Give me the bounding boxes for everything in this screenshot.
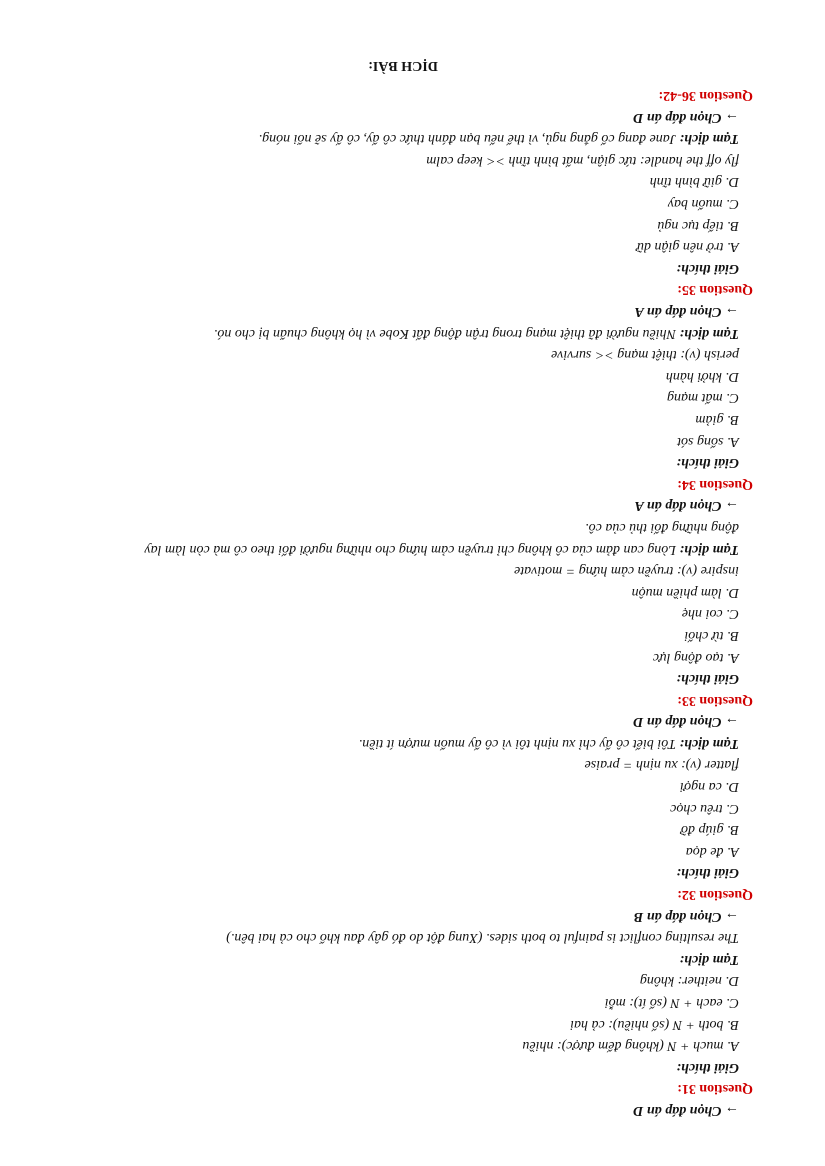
option: C. coi nhẹ [681,606,739,622]
translation-label: Tạm dịch: [679,541,739,557]
option: B. giảm [695,412,739,427]
question-heading: Question 32: [677,887,753,903]
vocab-note: fly off the handle: tức giận, mất bình tĩnh >< keep calm [426,152,739,168]
translation-label: Tạm dịch: [679,951,739,967]
option: A. trở nên giận dữ [636,239,739,255]
question-heading: Question 36-42: [658,88,753,104]
option: D. giữ bình tĩnh [649,174,739,190]
translation-text: The resulting conflict is painful to both sides. (Xung đột do đó gây đau khổ cho cả hai bên.) [226,930,739,946]
option: C. muốn bay [667,196,739,212]
option: A. much + N (không đếm được): nhiều [522,1038,739,1054]
translation-label: Tạm dịch: [679,735,739,751]
translation-row [53,128,753,150]
translation-row [53,322,753,344]
translation-text: Lòng can đảm của cô không chỉ truyền cảm hứng cho những người đối theo cô mà còn làm lay [144,541,676,557]
explain-label: Giải thích: [676,671,739,687]
option: B. both + N (số nhiều): cả hai [570,1016,739,1032]
translation-row [53,538,753,560]
explain-label: Giải thích: [676,1059,739,1075]
explain-label: Giải thích: [676,865,739,881]
option: C. mất mạng [667,390,739,406]
option: A. đe dọa [685,843,739,859]
translation-text: Nhiều người đã thiệt mạng trong trận động đất Kobe vì họ không chuẩn bị cho nó. [213,325,676,341]
option: D. neither: không [639,973,739,989]
option: A. sống sót [677,433,739,449]
document-content [53,55,753,1121]
translation-text: Jane đang cố gắng ngủ, vì thế nếu bạn đánh thức cô ấy, cô ấy sẽ nổi nóng. [258,131,676,147]
answer-line: → Chọn đáp án D [633,714,739,730]
answer-line: → Chọn đáp án D [633,1103,739,1118]
answer-line: → Chọn đáp án B [633,908,739,924]
translation-text: Tôi biết cô ấy chỉ xu nịnh tôi vì cô ấy muốn mượn ít tiền. [358,735,676,751]
answer-line: → Chọn đáp án A [634,304,739,320]
option: D. làm phiền muộn [631,584,739,600]
vocab-note: flatter (v): xu nịnh = praise [584,757,739,773]
vocab-note: inspire (v): truyền cảm hứng = motivate [514,563,739,579]
answer-line: → Chọn đáp án D [633,109,739,125]
option: D. ca ngợi [679,779,739,795]
option: B. giúp đỡ [680,822,739,838]
explain-label: Giải thích: [676,455,739,471]
question-heading: Question 33: [677,692,753,708]
translation-row [53,732,753,754]
option: C. each + N (số ít): mỗi [604,995,739,1011]
question-heading: Question 35: [677,282,753,298]
option: D. khởi hành [665,368,739,384]
option: A. tạo động lực [652,649,739,665]
explain-label: Giải thích: [676,260,739,276]
vocab-note: perish (v): thiệt mạng >< survive [550,347,739,363]
option: C. trêu chọc [670,800,739,816]
translation-text-cont: động những đối thủ của cô. [585,519,739,535]
answer-line: → Chọn đáp án A [634,498,739,514]
translation-label: Tạm dịch: [679,131,739,147]
question-heading: Question 34: [677,476,753,492]
question-heading: Question 31: [677,1081,753,1097]
translation-label: Tạm dịch: [679,325,739,341]
option: B. tiếp tục ngủ [657,217,739,233]
section-title: DỊCH BÀI: [368,58,438,74]
option: B. từ chối [684,627,739,643]
